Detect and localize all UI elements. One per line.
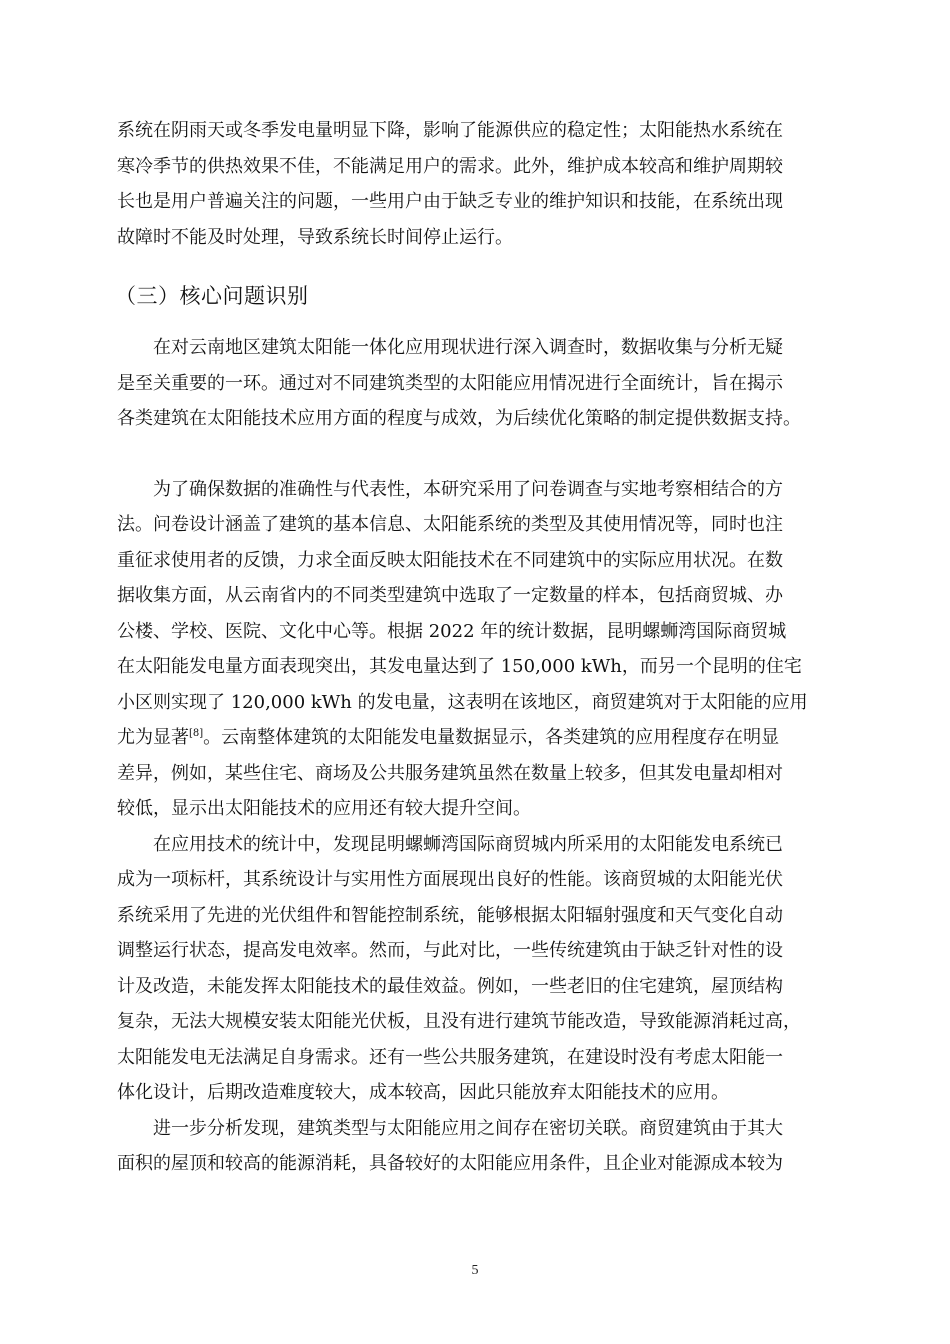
paragraph xyxy=(117,330,835,437)
text-line: 面积的屋顶和较高的能源消耗，具备较好的太阳能应用条件，且企业对能源成本较为 xyxy=(117,1153,783,1174)
text-line: 为了确保数据的准确性与代表性，本研究采用了问卷调查与实地考察相结合的方 xyxy=(153,478,783,500)
text-line: 小区则实现了 120,000 kWh 的发电量，这表明在该地区，商贸建筑对于太阳能的应用 xyxy=(117,691,808,713)
text-line: 复杂，无法大规模安装太阳能光伏板，且没有进行建筑节能改造，导致能源消耗过高， xyxy=(117,1011,801,1032)
paragraph xyxy=(117,472,835,827)
text-line: 在对云南地区建筑太阳能一体化应用现状进行深入调查时，数据收集与分析无疑 xyxy=(153,337,783,358)
text-line: 是至关重要的一环。通过对不同建筑类型的太阳能应用情况进行全面统计，旨在揭示 xyxy=(117,372,783,394)
text-line: 法。问卷设计涵盖了建筑的基本信息、太阳能系统的类型及其使用情况等，同时也注 xyxy=(117,514,783,535)
text-line: 重征求使用者的反馈，力求全面反映太阳能技术在不同建筑中的实际应用状况。在数 xyxy=(117,549,783,571)
text-line: 系统在阴雨天或冬季发电量明显下降，影响了能源供应的稳定性；太阳能热水系统在 xyxy=(117,120,783,141)
section-heading: （三）核心问题识别 xyxy=(115,284,309,308)
text-line: 据收集方面，从云南省内的不同类型建筑中选取了一定数量的样本，包括商贸城、办 xyxy=(117,585,783,606)
text-line: 在太阳能发电量方面表现突出，其发电量达到了 150,000 kWh，而另一个昆明的住宅 xyxy=(117,656,802,677)
text-line: 系统采用了先进的光伏组件和智能控制系统，能够根据太阳辐射强度和天气变化自动 xyxy=(117,904,783,926)
text-line: 太阳能发电无法满足自身需求。还有一些公共服务建筑，在建设时没有考虑太阳能一 xyxy=(117,1046,783,1068)
text-segment: 尤为显著 xyxy=(117,727,189,748)
page-number: 5 xyxy=(471,1263,479,1278)
text-line: 较低，显示出太阳能技术的应用还有较大提升空间。 xyxy=(117,798,531,819)
text-line: 故障时不能及时处理，导致系统长时间停止运行。 xyxy=(117,226,513,248)
text-segment: 。云南整体建筑的太阳能发电量数据显示，各类建筑的应用程度存在明显 xyxy=(203,727,780,748)
paragraph-continuation xyxy=(117,113,835,255)
text-line: 公楼、学校、医院、文化中心等。根据 2022 年的统计数据，昆明螺蛳湾国际商贸城 xyxy=(117,620,787,642)
text-line: 差异，例如，某些住宅、商场及公共服务建筑虽然在数量上较多，但其发电量却相对 xyxy=(117,762,783,784)
text-line: 计及改造，未能发挥太阳能技术的最佳效益。例如，一些老旧的住宅建筑，屋顶结构 xyxy=(117,975,783,997)
text-line: 进一步分析发现，建筑类型与太阳能应用之间存在密切关联。商贸建筑由于其大 xyxy=(153,1117,783,1139)
text-line: 长也是用户普遍关注的问题，一些用户由于缺乏专业的维护知识和技能，在系统出现 xyxy=(117,191,783,212)
text-line: 各类建筑在太阳能技术应用方面的程度与成效，为后续优化策略的制定提供数据支持。 xyxy=(117,408,801,429)
text-line: 寒冷季节的供热效果不佳，不能满足用户的需求。此外，维护成本较高和维护周期较 xyxy=(117,155,783,177)
citation-reference: [8] xyxy=(189,728,204,739)
page-body xyxy=(117,113,835,1182)
blank-line xyxy=(117,437,835,472)
text-line: 调整运行状态，提高发电效率。然而，与此对比，一些传统建筑由于缺乏针对性的设 xyxy=(117,940,783,961)
paragraph xyxy=(117,827,835,1111)
text-line: 在应用技术的统计中，发现昆明螺蛳湾国际商贸城内所采用的太阳能发电系统已 xyxy=(153,833,783,855)
paragraph xyxy=(117,1111,835,1182)
text-line xyxy=(117,720,835,756)
text-line: 成为一项标杆，其系统设计与实用性方面展现出良好的性能。该商贸城的太阳能光伏 xyxy=(117,869,783,890)
text-line: 体化设计，后期改造难度较大，成本较高，因此只能放弃太阳能技术的应用。 xyxy=(117,1082,729,1103)
